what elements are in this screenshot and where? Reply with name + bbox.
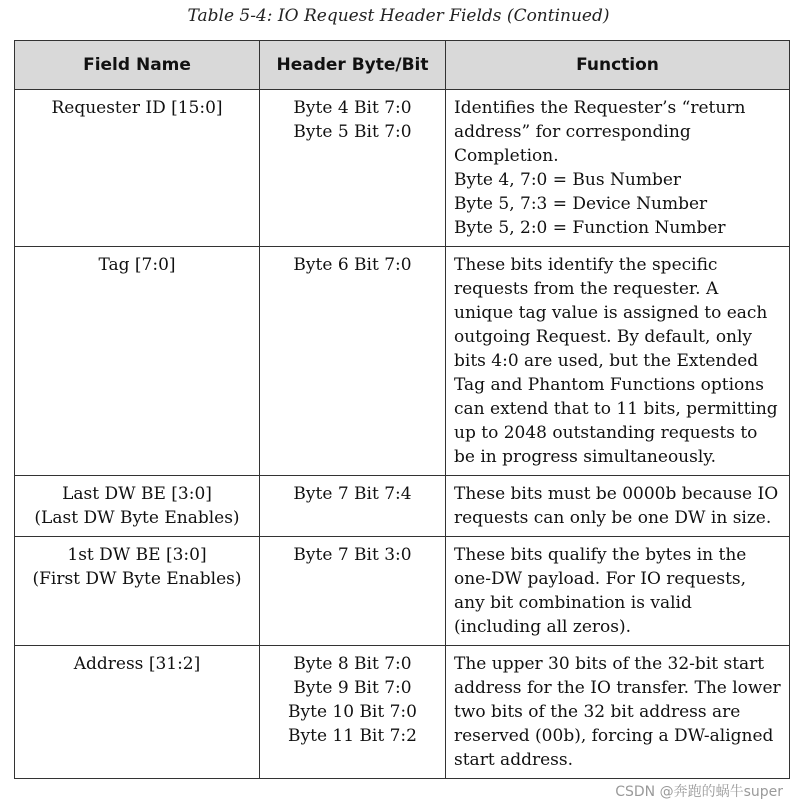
- field-name-cell: [15, 247, 260, 476]
- column-header-function: Function: [446, 41, 790, 90]
- byte-bit: Byte 10 Bit 7:0: [288, 702, 417, 722]
- field-name: Last DW BE [3:0]: [62, 484, 212, 504]
- header-row: [15, 41, 790, 90]
- function-cell: [446, 537, 790, 646]
- function-cell: [446, 646, 790, 779]
- io-request-header-table: [14, 40, 790, 779]
- function-text: Byte 5, 2:0 = Function Number: [454, 218, 726, 238]
- field-name-cell: [15, 90, 260, 247]
- field-name: Tag [7:0]: [98, 255, 176, 275]
- byte-bit: Byte 9 Bit 7:0: [293, 678, 412, 698]
- field-name-cell: [15, 646, 260, 779]
- table-row: [15, 537, 790, 646]
- table-caption: Table 5-4: IO Request Header Fields (Continued): [187, 6, 610, 26]
- field-name: Address [31:2]: [73, 654, 201, 674]
- field-name-detail: (Last DW Byte Enables): [34, 508, 240, 528]
- byte-bit-cell: [260, 476, 446, 537]
- table-row: [15, 247, 790, 476]
- function-text: These bits qualify the bytes in the one-DW payload. For IO requests, any bit combination is valid (including all zeros).: [454, 545, 747, 637]
- function-text: Byte 4, 7:0 = Bus Number: [454, 170, 682, 190]
- byte-bit-cell: [260, 90, 446, 247]
- field-name-cell: [15, 537, 260, 646]
- byte-bit-cell: [260, 537, 446, 646]
- column-header-byte-bit: Header Byte/Bit: [260, 41, 446, 90]
- byte-bit: Byte 7 Bit 3:0: [293, 545, 412, 565]
- byte-bit: Byte 11 Bit 7:2: [288, 726, 417, 746]
- byte-bit: Byte 5 Bit 7:0: [293, 122, 412, 142]
- function-cell: [446, 247, 790, 476]
- byte-bit-cell: [260, 247, 446, 476]
- watermark: CSDN @奔跑的蜗牛super: [615, 784, 783, 800]
- function-text: These bits must be 0000b because IO requests can only be one DW in size.: [454, 484, 779, 528]
- byte-bit-cell: [260, 646, 446, 779]
- function-cell: [446, 90, 790, 247]
- byte-bit: Byte 8 Bit 7:0: [293, 654, 412, 674]
- table-row: [15, 646, 790, 779]
- column-header-field-name: Field Name: [15, 41, 260, 90]
- field-name: 1st DW BE [3:0]: [67, 545, 207, 565]
- table-row: [15, 90, 790, 247]
- function-text: The upper 30 bits of the 32-bit start address for the IO transfer. The lower two bits of the 32 bit address are reserved (00b), forcing a DW-aligned start address.: [454, 654, 781, 770]
- field-name-cell: [15, 476, 260, 537]
- field-name: Requester ID [15:0]: [51, 98, 223, 118]
- table-row: [15, 476, 790, 537]
- function-text: Byte 5, 7:3 = Device Number: [454, 194, 708, 214]
- function-text: These bits identify the specific requests from the requester. A unique tag value is assigned to each outgoing Request. By default, only bits 4:0 are used, but the Extended Tag and Phantom Functions options can extend that to 11 bits, permitting up to 2048 outstanding requests to be in progress simultaneously.: [454, 255, 778, 467]
- function-cell: [446, 476, 790, 537]
- byte-bit: Byte 6 Bit 7:0: [293, 255, 412, 275]
- byte-bit: Byte 4 Bit 7:0: [293, 98, 412, 118]
- field-name-detail: (First DW Byte Enables): [32, 569, 242, 589]
- byte-bit: Byte 7 Bit 7:4: [293, 484, 412, 504]
- function-text: Identifies the Requester’s “return address” for corresponding Completion.: [454, 98, 746, 166]
